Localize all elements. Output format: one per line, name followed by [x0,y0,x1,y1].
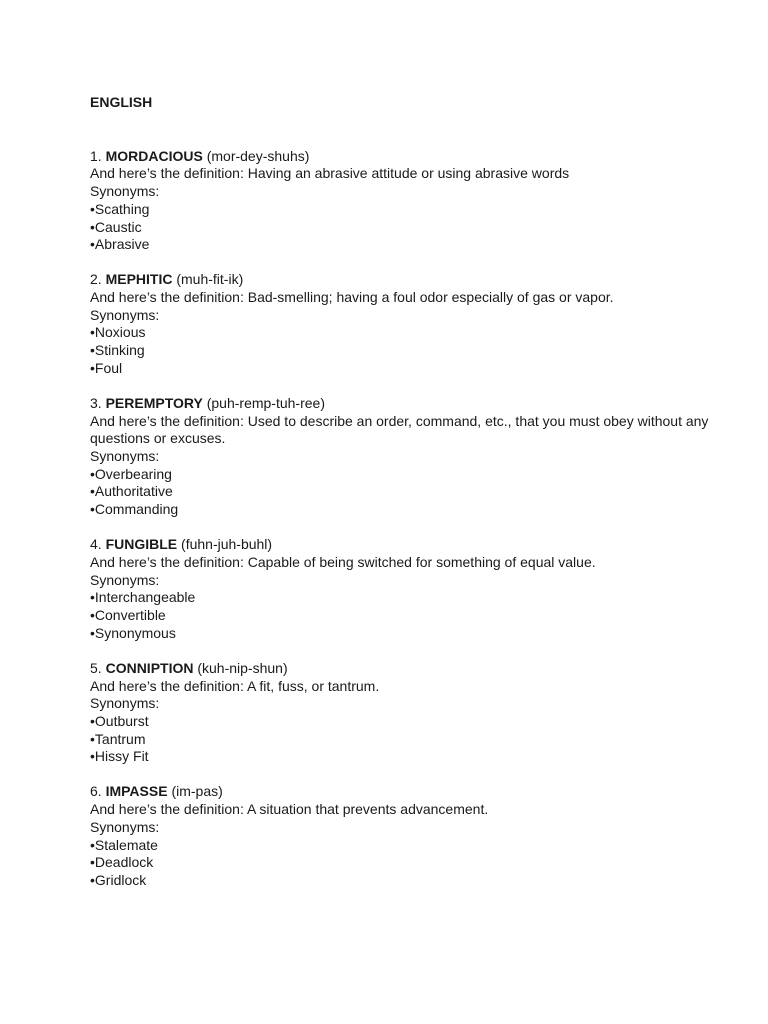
synonym-text: Foul [94,359,123,376]
entry-number: 6. [90,783,102,800]
bullet-icon: • [90,624,95,641]
synonym-text: Outburst [94,712,149,729]
entry-heading [90,271,710,289]
bullet-icon: • [90,200,95,217]
synonym-item [90,589,710,607]
synonyms-label: Synonyms: [90,183,160,200]
synonym-text: Hissy Fit [94,748,149,765]
entry-word: MEPHITIC [105,271,173,288]
vocabulary-entry [90,536,710,642]
synonym-item [90,360,710,378]
entry-word: PEREMPTORY [105,394,203,411]
entry-number: 1. [90,147,102,164]
bullet-icon: • [90,236,95,253]
entry-pronunciation: (muh-fit-ik) [176,271,244,288]
vocabulary-entry [90,783,710,889]
entry-heading [90,660,710,678]
synonym-text: Abrasive [94,236,150,253]
entry-definition: And here’s the definition: Capable of being switched for something of equal value. [90,553,596,570]
synonym-item [90,607,710,625]
synonym-text: Commanding [94,501,179,518]
synonym-item [90,219,710,237]
entry-number: 3. [90,394,102,411]
bullet-icon: • [90,359,95,376]
synonym-text: Tantrum [94,730,146,747]
synonym-text: Scathing [94,200,150,217]
bullet-icon: • [90,218,95,235]
entry-word: CONNIPTION [105,659,194,676]
bullet-icon: • [90,854,95,871]
synonym-text: Authoritative [94,483,173,500]
bullet-icon: • [90,871,95,888]
bullet-icon: • [90,465,95,482]
synonym-text: Synonymous [94,624,176,641]
bullet-icon: • [90,589,95,606]
synonym-item [90,713,710,731]
entry-pronunciation: (puh-remp-tuh-ree) [206,394,325,411]
bullet-icon: • [90,712,95,729]
synonym-item [90,748,710,766]
synonyms-label: Synonyms: [90,818,160,835]
entry-definition: And here’s the definition: A fit, fuss, or tantrum. [90,677,380,694]
bullet-icon: • [90,748,95,765]
synonyms-label: Synonyms: [90,306,160,323]
synonym-text: Stalemate [94,836,158,853]
entry-heading [90,536,710,554]
synonym-text: Stinking [94,342,145,359]
entry-word: FUNGIBLE [105,536,178,553]
entry-heading [90,783,710,801]
synonym-text: Noxious [94,324,146,341]
bullet-icon: • [90,324,95,341]
entry-number: 5. [90,659,102,676]
entry-word: MORDACIOUS [105,147,203,164]
entry-definition: And here’s the definition: Used to describe an order, command, etc., that you must obey without any questions or excuses. [90,412,713,447]
synonyms-label: Synonyms: [90,448,160,465]
synonym-item [90,324,710,342]
vocabulary-entry [90,148,710,254]
bullet-icon: • [90,501,95,518]
document-page [90,92,713,907]
entry-definition: And here’s the definition: A situation that prevents advancement. [90,801,489,818]
synonyms-label: Synonyms: [90,695,160,712]
bullet-icon: • [90,836,95,853]
synonym-text: Caustic [94,218,142,235]
entry-word: IMPASSE [105,783,168,800]
synonym-item [90,201,710,219]
vocabulary-entry [90,394,713,519]
entry-pronunciation: (kuh-nip-shun) [197,659,288,676]
synonym-item [90,854,710,872]
synonym-item [90,837,710,855]
entry-pronunciation: (fuhn-juh-buhl) [181,536,273,553]
synonym-item [90,731,710,749]
synonym-item [90,342,710,360]
synonym-text: Overbearing [94,465,172,482]
entry-number: 2. [90,271,102,288]
bullet-icon: • [90,342,95,359]
synonym-item [90,872,710,890]
synonym-item [90,483,710,501]
entry-pronunciation: (mor-dey-shuhs) [206,147,310,164]
synonym-item [90,625,710,643]
entry-definition: And here’s the definition: Bad-smelling; having a foul odor especially of gas or vapor. [90,289,614,306]
entry-definition: And here’s the definition: Having an abrasive attitude or using abrasive words [90,165,570,182]
vocabulary-entry [90,660,710,766]
synonym-text: Interchangeable [94,589,196,606]
bullet-icon: • [90,483,95,500]
synonym-item [90,466,710,484]
synonym-item [90,501,710,519]
synonyms-label: Synonyms: [90,571,160,588]
entry-heading [90,395,710,413]
synonym-text: Convertible [94,607,166,624]
bullet-icon: • [90,607,95,624]
document-title: ENGLISH [90,94,153,110]
vocabulary-entry [90,271,710,377]
entry-pronunciation: (im-pas) [171,783,223,800]
bullet-icon: • [90,730,95,747]
synonym-text: Gridlock [94,871,147,888]
entry-number: 4. [90,536,102,553]
entry-list [90,147,713,890]
synonym-text: Deadlock [94,854,154,871]
synonym-item [90,236,710,254]
entry-heading [90,148,710,166]
